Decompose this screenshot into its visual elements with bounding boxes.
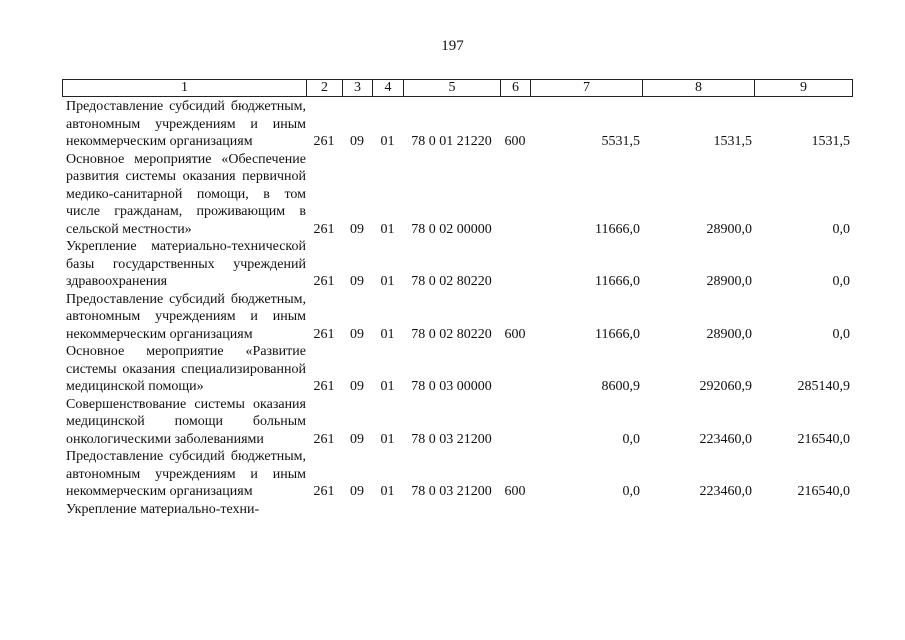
cell-col-3: 09 xyxy=(350,274,364,289)
cell-col-6: 600 xyxy=(504,484,526,499)
table-row xyxy=(62,343,852,396)
cell-col-7: 11666,0 xyxy=(595,221,640,237)
cell-col-4: 01 xyxy=(380,326,395,342)
table-row xyxy=(62,151,852,239)
cell-col-6: 600 xyxy=(504,134,526,149)
cell-col-4: 01 xyxy=(380,221,395,237)
table-row xyxy=(62,238,852,291)
table-row xyxy=(62,448,852,501)
cell-col-3: 09 xyxy=(350,484,364,499)
cell-col-4: 01 xyxy=(380,484,395,499)
cell-col-5: 78 0 01 21220 xyxy=(411,134,492,149)
cell-col-7: 0,0 xyxy=(622,484,640,499)
cell-col-6: 600 xyxy=(504,326,526,342)
cell-col-9: 216540,0 xyxy=(797,484,850,499)
row-description: Предоставление субсидий бюджетным, автономным учреждениям и иным некоммерческим организациям xyxy=(66,291,306,342)
cell-col-9: 285140,9 xyxy=(797,379,850,394)
cell-col-2: 261 xyxy=(313,134,335,149)
cell-col-8: 28900,0 xyxy=(706,221,752,237)
cell-col-5: 78 0 02 80220 xyxy=(411,274,492,289)
cell-col-8: 292060,9 xyxy=(699,379,752,394)
table-row xyxy=(62,291,852,344)
row-description: Укрепление материально-техни- xyxy=(66,501,260,517)
header-col-8: 8 xyxy=(643,80,755,97)
row-description: Укрепление материально-технической базы государственных учреждений здравоохранения xyxy=(66,239,306,289)
cell-col-3: 09 xyxy=(350,379,364,394)
cell-col-5: 78 0 02 00000 xyxy=(411,221,492,237)
header-col-2: 2 xyxy=(307,80,343,97)
header-col-9: 9 xyxy=(755,80,853,97)
cell-col-9: 0,0 xyxy=(832,274,850,289)
cell-col-2: 261 xyxy=(313,274,335,289)
cell-col-8: 28900,0 xyxy=(706,274,752,289)
row-description: Основное мероприятие «Развитие системы оказания специализированной медицинской помощи» xyxy=(66,344,306,394)
cell-col-2: 261 xyxy=(313,221,335,237)
cell-col-7: 8600,9 xyxy=(601,379,640,394)
column-header-table xyxy=(62,79,853,97)
cell-col-7: 0,0 xyxy=(622,431,640,447)
cell-col-9: 216540,0 xyxy=(797,431,850,447)
cell-col-9: 1531,5 xyxy=(811,134,850,149)
cell-col-9: 0,0 xyxy=(832,326,850,342)
cell-col-2: 261 xyxy=(313,431,335,447)
cell-col-4: 01 xyxy=(380,134,395,149)
row-description: Предоставление субсидий бюджетным, автономным учреждениям и иным некоммерческим организациям xyxy=(66,449,306,499)
cell-col-2: 261 xyxy=(313,326,335,342)
row-description: Совершенствование системы оказания медицинской помощи больным онкологическими заболеваниями xyxy=(66,396,306,447)
table-row xyxy=(62,501,852,519)
header-col-1: 1 xyxy=(63,80,307,97)
cell-col-3: 09 xyxy=(350,221,364,237)
table-row xyxy=(62,396,852,449)
table-row xyxy=(62,98,852,151)
cell-col-4: 01 xyxy=(380,431,395,447)
header-col-3: 3 xyxy=(343,80,373,97)
cell-col-8: 28900,0 xyxy=(706,326,752,342)
cell-col-7: 11666,0 xyxy=(595,274,640,289)
header-col-5: 5 xyxy=(404,80,501,97)
budget-table-body xyxy=(62,98,852,518)
cell-col-3: 09 xyxy=(350,326,364,342)
cell-col-7: 11666,0 xyxy=(595,326,640,342)
cell-col-4: 01 xyxy=(380,379,395,394)
cell-col-3: 09 xyxy=(350,431,364,447)
cell-col-8: 1531,5 xyxy=(713,134,752,149)
cell-col-8: 223460,0 xyxy=(699,431,752,447)
cell-col-3: 09 xyxy=(350,134,364,149)
row-description: Основное мероприятие «Обеспечение развития системы оказания первичной медико-санитарной помощи, в том числе гражданам, проживающим в сельской местности» xyxy=(66,151,306,237)
cell-col-2: 261 xyxy=(313,379,335,394)
row-description: Предоставление субсидий бюджетным, автономным учреждениям и иным некоммерческим организациям xyxy=(66,99,306,149)
page-number: 197 xyxy=(441,38,464,54)
header-col-6: 6 xyxy=(501,80,531,97)
header-col-7: 7 xyxy=(531,80,643,97)
cell-col-8: 223460,0 xyxy=(699,484,752,499)
cell-col-5: 78 0 03 21200 xyxy=(411,484,492,499)
header-col-4: 4 xyxy=(373,80,404,97)
cell-col-5: 78 0 02 80220 xyxy=(411,326,492,342)
cell-col-9: 0,0 xyxy=(832,221,850,237)
cell-col-5: 78 0 03 21200 xyxy=(411,431,492,447)
cell-col-5: 78 0 03 00000 xyxy=(411,379,492,394)
header-row xyxy=(63,80,853,97)
cell-col-2: 261 xyxy=(313,484,335,499)
cell-col-4: 01 xyxy=(380,274,395,289)
cell-col-7: 5531,5 xyxy=(601,134,640,149)
